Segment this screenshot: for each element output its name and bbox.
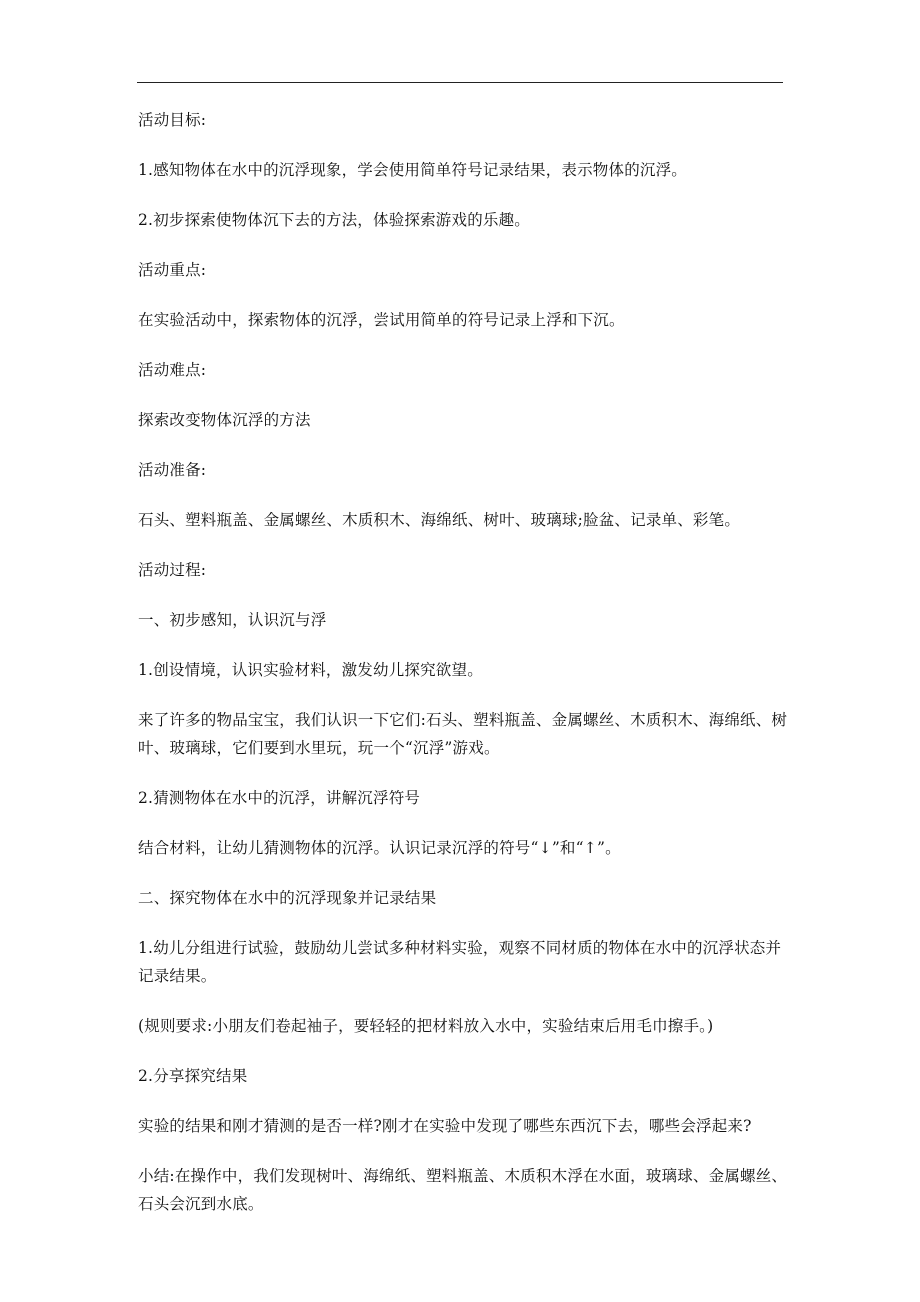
step-1-2-text: 结合材料，让幼儿猜测物体的沉浮。认识记录沉浮的符号“↓”和“↑”。 bbox=[138, 839, 621, 857]
step-2-2: 2.分享探究结果 bbox=[138, 1067, 248, 1085]
step-1-1: 1.创设情境，认识实验材料，激发幼儿探究欲望。 bbox=[138, 661, 483, 679]
heading-difficulties: 活动难点: bbox=[138, 361, 207, 379]
difficulties-text: 探索改变物体沉浮的方法 bbox=[138, 411, 311, 429]
heading-process: 活动过程: bbox=[138, 561, 207, 579]
heading-preparation: 活动准备: bbox=[138, 461, 207, 479]
step-1-2: 2.猜测物体在水中的沉浮，讲解沉浮符号 bbox=[138, 789, 421, 807]
section-2-title: 二、探究物体在水中的沉浮现象并记录结果 bbox=[138, 889, 437, 907]
step-2-1: 1.幼儿分组进行试验，鼓励幼儿尝试多种材料实验，观察不同材质的物体在水中的沉浮状态并记录结果。 bbox=[138, 939, 782, 985]
preparation-text: 石头、塑料瓶盖、金属螺丝、木质积木、海绵纸、树叶、玻璃球;脸盆、记录单、彩笔。 bbox=[138, 511, 741, 529]
rules-note: (规则要求:小朋友们卷起袖子，要轻轻的把材料放入水中，实验结束后用毛巾擦手。) bbox=[138, 1017, 714, 1035]
heading-activity-goals: 活动目标: bbox=[138, 111, 207, 129]
goal-item-2: 2.初步探索使物体沉下去的方法，体验探索游戏的乐趣。 bbox=[138, 211, 530, 229]
step-2-2-text: 实验的结果和刚才猜测的是否一样?刚才在实验中发现了哪些东西沉下去，哪些会浮起来? bbox=[138, 1117, 752, 1135]
step-1-1-text: 来了许多的物品宝宝，我们认识一下它们:石头、塑料瓶盖、金属螺丝、木质积木、海绵纸、树叶、玻璃球，它们要到水里玩，玩一个“沉浮”游戏。 bbox=[138, 711, 788, 757]
section-1-title: 一、初步感知，认识沉与浮 bbox=[138, 611, 327, 629]
heading-key-points: 活动重点: bbox=[138, 261, 207, 279]
header-rule bbox=[137, 82, 783, 83]
key-points-text: 在实验活动中，探索物体的沉浮，尝试用简单的符号记录上浮和下沉。 bbox=[138, 311, 625, 329]
document-body bbox=[138, 106, 788, 1218]
goal-item-1: 1.感知物体在水中的沉浮现象，学会使用简单符号记录结果，表示物体的沉浮。 bbox=[138, 161, 687, 179]
summary-text: 小结:在操作中，我们发现树叶、海绵纸、塑料瓶盖、木质积木浮在水面，玻璃球、金属螺丝、石头会沉到水底。 bbox=[138, 1167, 788, 1213]
